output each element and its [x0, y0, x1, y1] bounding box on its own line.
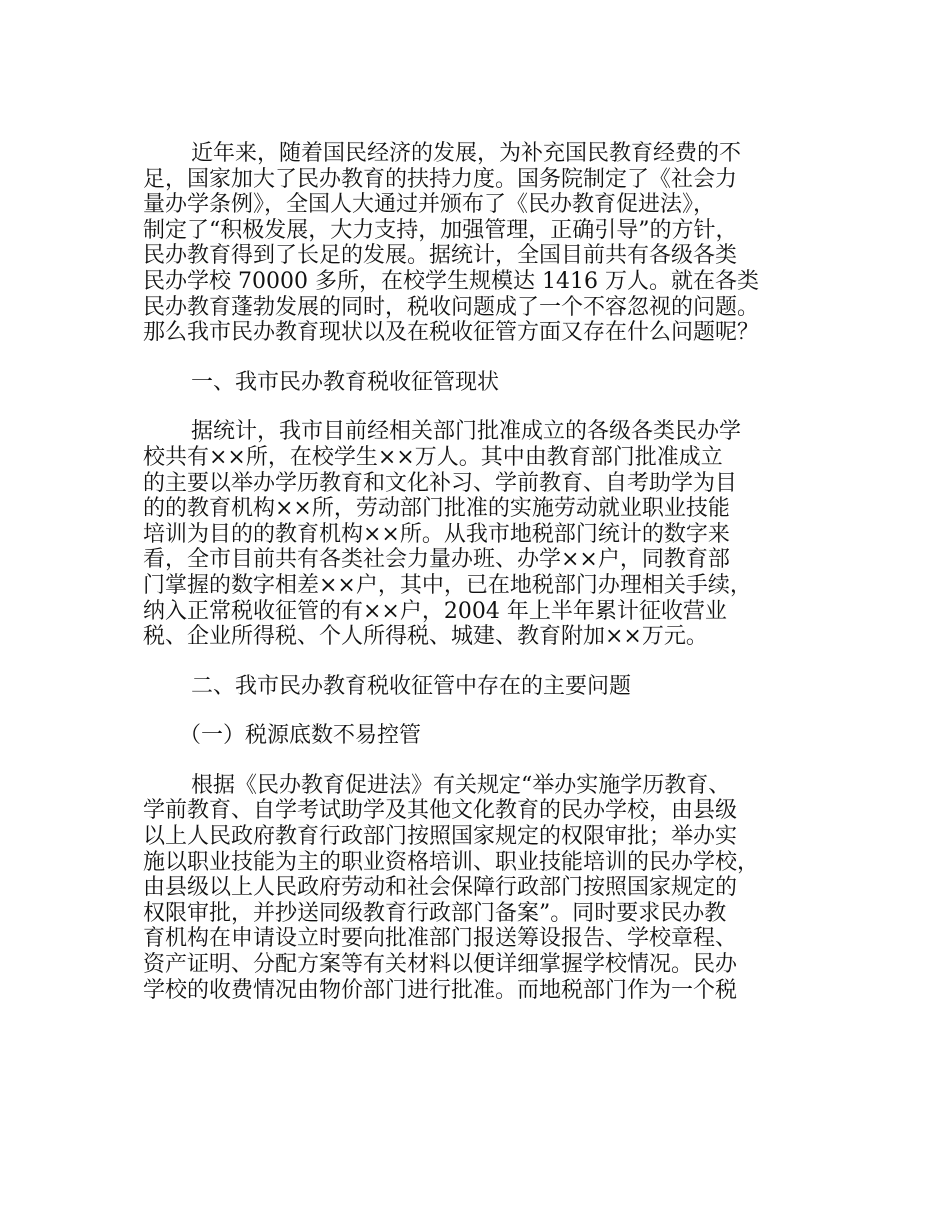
- section-heading-text: 一、我市民办教育税收征管现状: [191, 369, 500, 395]
- intro-paragraph: [143, 141, 823, 346]
- section1-line: 据统计，我市目前经相关部门批准成立的各级各类民办学: [191, 419, 742, 445]
- section2-paragraph: [143, 773, 823, 1003]
- section-heading-2: [143, 674, 823, 700]
- intro-line: 那么我市民办教育现状以及在税收征管方面又存在什么问题呢？: [143, 320, 760, 346]
- section2-line: 根据《民办教育促进法》有关规定“举办实施学历教育、: [191, 772, 731, 798]
- section2-line: 以上人民政府教育行政部门按照国家规定的权限审批；举办实: [143, 824, 738, 850]
- section1-line: 看，全市目前共有各类社会力量办班、办学××户，同教育部: [143, 547, 730, 573]
- section1-line: 纳入正常税收征管的有××户，2004 年上半年累计征收营业: [143, 598, 727, 624]
- intro-line: 近年来，随着国民经济的发展，为补充国民教育经费的不: [191, 141, 742, 166]
- section-heading-text: 二、我市民办教育税收征管中存在的主要问题: [191, 673, 632, 699]
- section1-line: 的的教育机构××所，劳动部门批准的实施劳动就业职业技能: [143, 496, 730, 522]
- section2-line: 学校的收费情况由物价部门进行批准。而地税部门作为一个税: [143, 977, 738, 1003]
- subsection-heading-text: （一）税源底数不易控管: [179, 723, 422, 749]
- intro-line: 民办教育得到了长足的发展。据统计，全国目前共有各级各类: [143, 243, 738, 269]
- section1-line: 校共有××所，在校学生××万人。其中由教育部门批准成立: [143, 444, 723, 470]
- section2-line: 育机构在申请设立时要向批准部门报送筹设报告、学校章程、: [143, 926, 738, 952]
- document-page: [143, 141, 823, 1027]
- subsection-heading-1: [143, 723, 823, 749]
- section1-line: 的主要以举办学历教育和文化补习、学前教育、自考助学为目: [143, 470, 738, 496]
- section2-line: 权限审批，并抄送同级教育行政部门备案”。同时要求民办教: [143, 900, 727, 926]
- section1-line: 门掌握的数字相差××户，其中，已在地税部门办理相关手续，: [143, 572, 752, 598]
- section1-line: 培训为目的的教育机构××所。从我市地税部门统计的数字来: [143, 521, 730, 547]
- section2-line: 施以职业技能为主的职业资格培训、职业技能培训的民办学校，: [143, 849, 760, 875]
- section1-paragraph: [143, 419, 823, 649]
- intro-line: 民办学校 70000 多所，在校学生规模达 1416 万人。就在各类: [143, 268, 759, 294]
- section2-line: 由县级以上人民政府劳动和社会保障行政部门按照国家规定的: [143, 875, 738, 901]
- section-heading-1: [143, 370, 823, 396]
- intro-line: 制定了“积极发展，大力支持，加强管理，正确引导”的方针，: [143, 217, 738, 243]
- intro-line: 量办学条例》，全国人大通过并颁布了《民办教育促进法》，: [143, 192, 716, 218]
- section1-line: 税、企业所得税、个人所得税、城建、教育附加××万元。: [143, 624, 708, 650]
- intro-line: 足，国家加大了民办教育的扶持力度。国务院制定了《社会力: [143, 166, 738, 192]
- section2-line: 学前教育、自学考试助学及其他文化教育的民办学校，由县级: [143, 798, 738, 824]
- section2-line: 资产证明、分配方案等有关材料以便详细掌握学校情况。民办: [143, 952, 738, 978]
- intro-line: 民办教育蓬勃发展的同时，税收问题成了一个不容忽视的问题。: [143, 294, 760, 320]
